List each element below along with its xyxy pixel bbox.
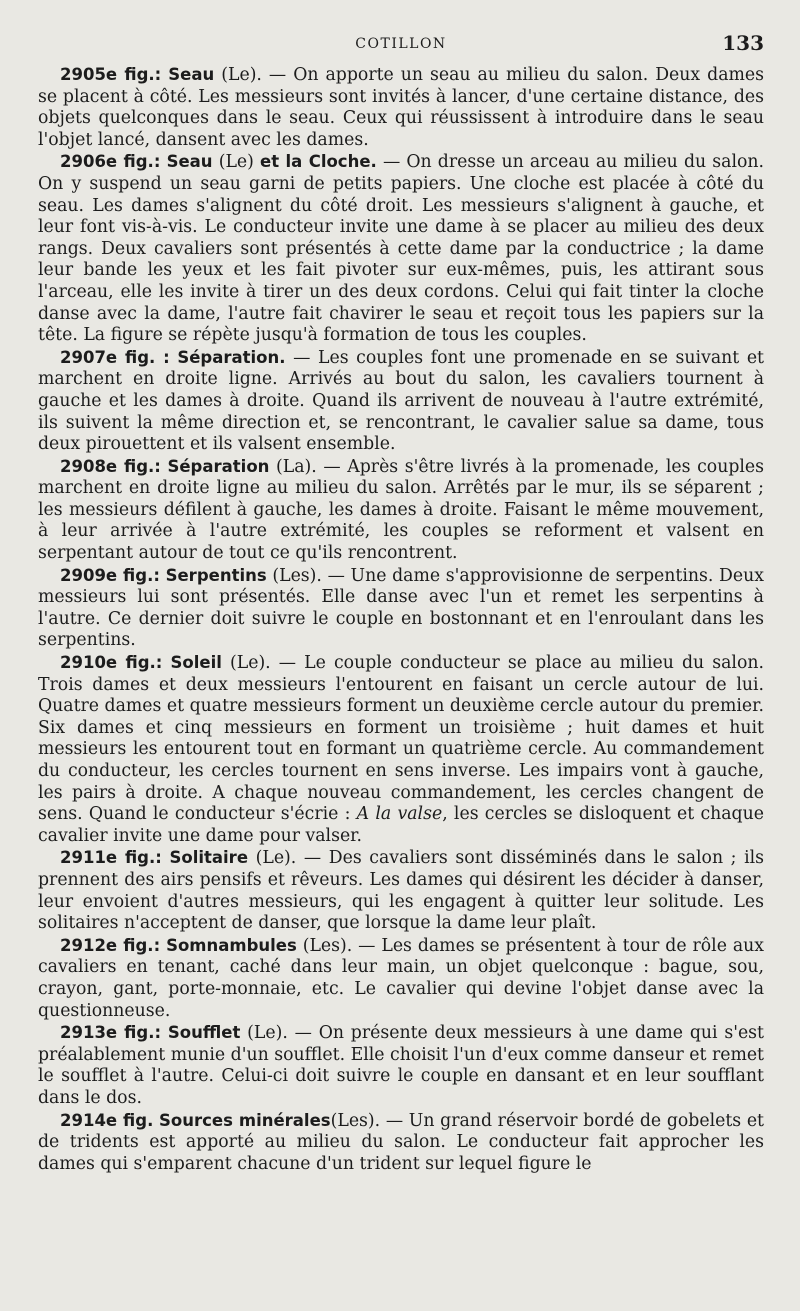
entry-2909 bbox=[38, 565, 764, 652]
figure-number: 2911e fig.: bbox=[60, 848, 162, 868]
entry-2906 bbox=[38, 151, 764, 346]
figure-article: (Les). bbox=[302, 935, 353, 956]
page-number: 133 bbox=[722, 31, 764, 55]
page-header bbox=[38, 0, 764, 64]
figure-number: 2909e fig.: bbox=[60, 565, 160, 585]
figure-number: 2912e fig.: bbox=[60, 935, 161, 955]
figure-article: (Le). bbox=[247, 1023, 288, 1044]
figure-description-end: , les cercles se disloquent et chaque cavalier invite une dame pour valser. bbox=[38, 804, 764, 846]
figure-description: — Un grand réservoir bordé de gobelets et de tridents est apporté au milieu du salon. Le conducteur fait approcher les dames qui s'emparent chacune d'un trident sur lequel figure le bbox=[38, 1110, 764, 1174]
figure-article: (Les). bbox=[330, 1110, 381, 1131]
figure-article: (La). bbox=[276, 456, 317, 477]
figure-title-continued: et la Cloche. bbox=[260, 152, 377, 172]
figure-number: 2910e fig.: bbox=[60, 653, 163, 673]
figure-description: — Une dame s'approvisionne de serpentins. Deux messieurs lui sont présentés. Elle danse avec l'un et remet les serpentins à l'autre. Ce dernier doit suivre le couple en bostonnant et en l'enroulant dans les serpentins. bbox=[38, 565, 765, 651]
figure-description: — On dresse un arceau au milieu du salon. On y suspend un seau garni de petits papiers. Une cloche est placée à côté du seau. Les dames s'alignent du côté droit. Les messieurs s'alignent à gauche, et leur font vis-à-vis. Le conducteur invite une dame à se placer au milieu des deux rangs. Deux cavaliers sont présentés à cette dame par la conductrice ; la dame leur bande les yeux et les fait pivoter sur eux-mêmes, puis, les attirant sous l'arceau, elle les invite à tirer un des deux cordons. Celui qui fait tinter la cloche danse avec la dame, l'autre fait chavirer le seau et reçoit tous les papiers sur la tête. La figure se répète jusqu'à formation de tous les couples. bbox=[38, 152, 765, 346]
figure-description: — Des cavaliers sont disséminés dans le salon ; ils prennent des airs pensifs et rêveurs. Les dames qui désirent les décider à danser, leur envoient d'autres messieurs, qui les engagent à quitter leur solitude. Les solitaires n'acceptent de danser, que lorsque la dame leur plaît. bbox=[38, 848, 765, 934]
figure-title: Solitaire bbox=[169, 848, 249, 868]
figure-number: 2913e fig.: bbox=[60, 1023, 162, 1043]
figure-article: (Les). bbox=[272, 565, 322, 586]
figure-title: Séparation bbox=[167, 456, 270, 476]
figure-entries bbox=[38, 64, 764, 1175]
entry-2911 bbox=[38, 847, 764, 934]
figure-description: — Le couple conducteur se place au milieu du salon. Trois dames et deux messieurs l'entourent en faisant un cercle autour de lui. Quatre dames et quatre messieurs forment un deuxième cercle autour du premier. Six dames et cinq messieurs en forment un troisième ; huit dames et huit messieurs les entourent tout en formant un quatrième cercle. Au commandement du conducteur, les cercles tournent en sens inverse. Les impairs vont à gauche, les pairs à droite. A chaque nouveau commandement, les cercles changent de sens. Quand le conducteur s'écrie : bbox=[38, 653, 764, 825]
entry-2905 bbox=[38, 64, 764, 151]
figure-number: 2906e fig.: bbox=[60, 152, 161, 172]
figure-title: Serpentins bbox=[165, 565, 267, 585]
running-head: COTILLON bbox=[355, 36, 447, 52]
figure-title: Somnambules bbox=[166, 935, 297, 955]
entry-2910 bbox=[38, 652, 764, 847]
entry-2907 bbox=[38, 347, 764, 456]
entry-2914 bbox=[38, 1110, 764, 1176]
entry-2908 bbox=[38, 456, 764, 565]
figure-title: Soufflet bbox=[167, 1023, 241, 1043]
figure-title: Soleil bbox=[170, 653, 222, 673]
figure-description: — Après s'être livrés à la promenade, les couples marchent en droite ligne au milieu du salon. Arrêtés par le mur, ils se séparent ; les messieurs défilent à gauche, les dames à droite. Faisant le même mouvement, à leur arrivée à l'autre extrémité, les couples se reforment et valsent en serpentant autour de tout ce qu'ils rencontrent. bbox=[38, 456, 765, 564]
figure-article: (Le). bbox=[221, 65, 262, 85]
entry-2913 bbox=[38, 1022, 764, 1109]
figure-description: — Les dames se présentent à tour de rôle aux cavaliers en tenant, caché dans leur main, un objet quelconque : bague, sou, crayon, gant, porte-monnaie, etc. Le cavalier qui devine l'objet danse avec la questionneuse. bbox=[38, 935, 764, 1021]
figure-number: 2908e fig.: bbox=[60, 456, 161, 476]
figure-title: Seau bbox=[166, 152, 213, 172]
figure-number: 2907e fig. : bbox=[60, 347, 170, 367]
entry-2912 bbox=[38, 935, 764, 1022]
figure-title: Sources minérales bbox=[159, 1110, 331, 1130]
figure-number: 2905e fig.: bbox=[60, 65, 162, 84]
figure-italic-phrase: A la valse bbox=[356, 804, 443, 825]
figure-article: (Le). bbox=[255, 848, 297, 869]
figure-description: — Les couples font une promenade en se suivant et marchent en droite ligne. Arrivés au bout du salon, les cavaliers tournent à gauche et les dames à droite. Quand ils arrivent de nouveau à l'autre extrémité, ils suivent la même direction et, se rencontrant, le cavalier salue sa dame, tous deux pirouettent et ils valsent ensemble. bbox=[38, 347, 764, 455]
figure-description: — On apporte un seau au milieu du salon. Deux dames se placent à côté. Les messieurs sont invités à lancer, d'une certaine distance, des objets quelconques dans le seau. Ceux qui réussissent à introduire dans le seau l'objet lancé, dansent avec les dames. bbox=[38, 65, 764, 150]
figure-article: (Le) bbox=[218, 152, 254, 173]
figure-title: Seau bbox=[168, 65, 215, 84]
figure-number: 2914e fig. bbox=[60, 1110, 154, 1130]
figure-title: Séparation. bbox=[177, 347, 286, 367]
figure-description: — On présente deux messieurs à une dame qui s'est préalablement munie d'un soufflet. Elle choisit l'un d'eux comme danseur et remet le soufflet à l'autre. Celui-ci doit suivre le couple en dansant et en leur soufflant dans le dos. bbox=[38, 1023, 764, 1108]
figure-article: (Le). bbox=[230, 653, 271, 674]
